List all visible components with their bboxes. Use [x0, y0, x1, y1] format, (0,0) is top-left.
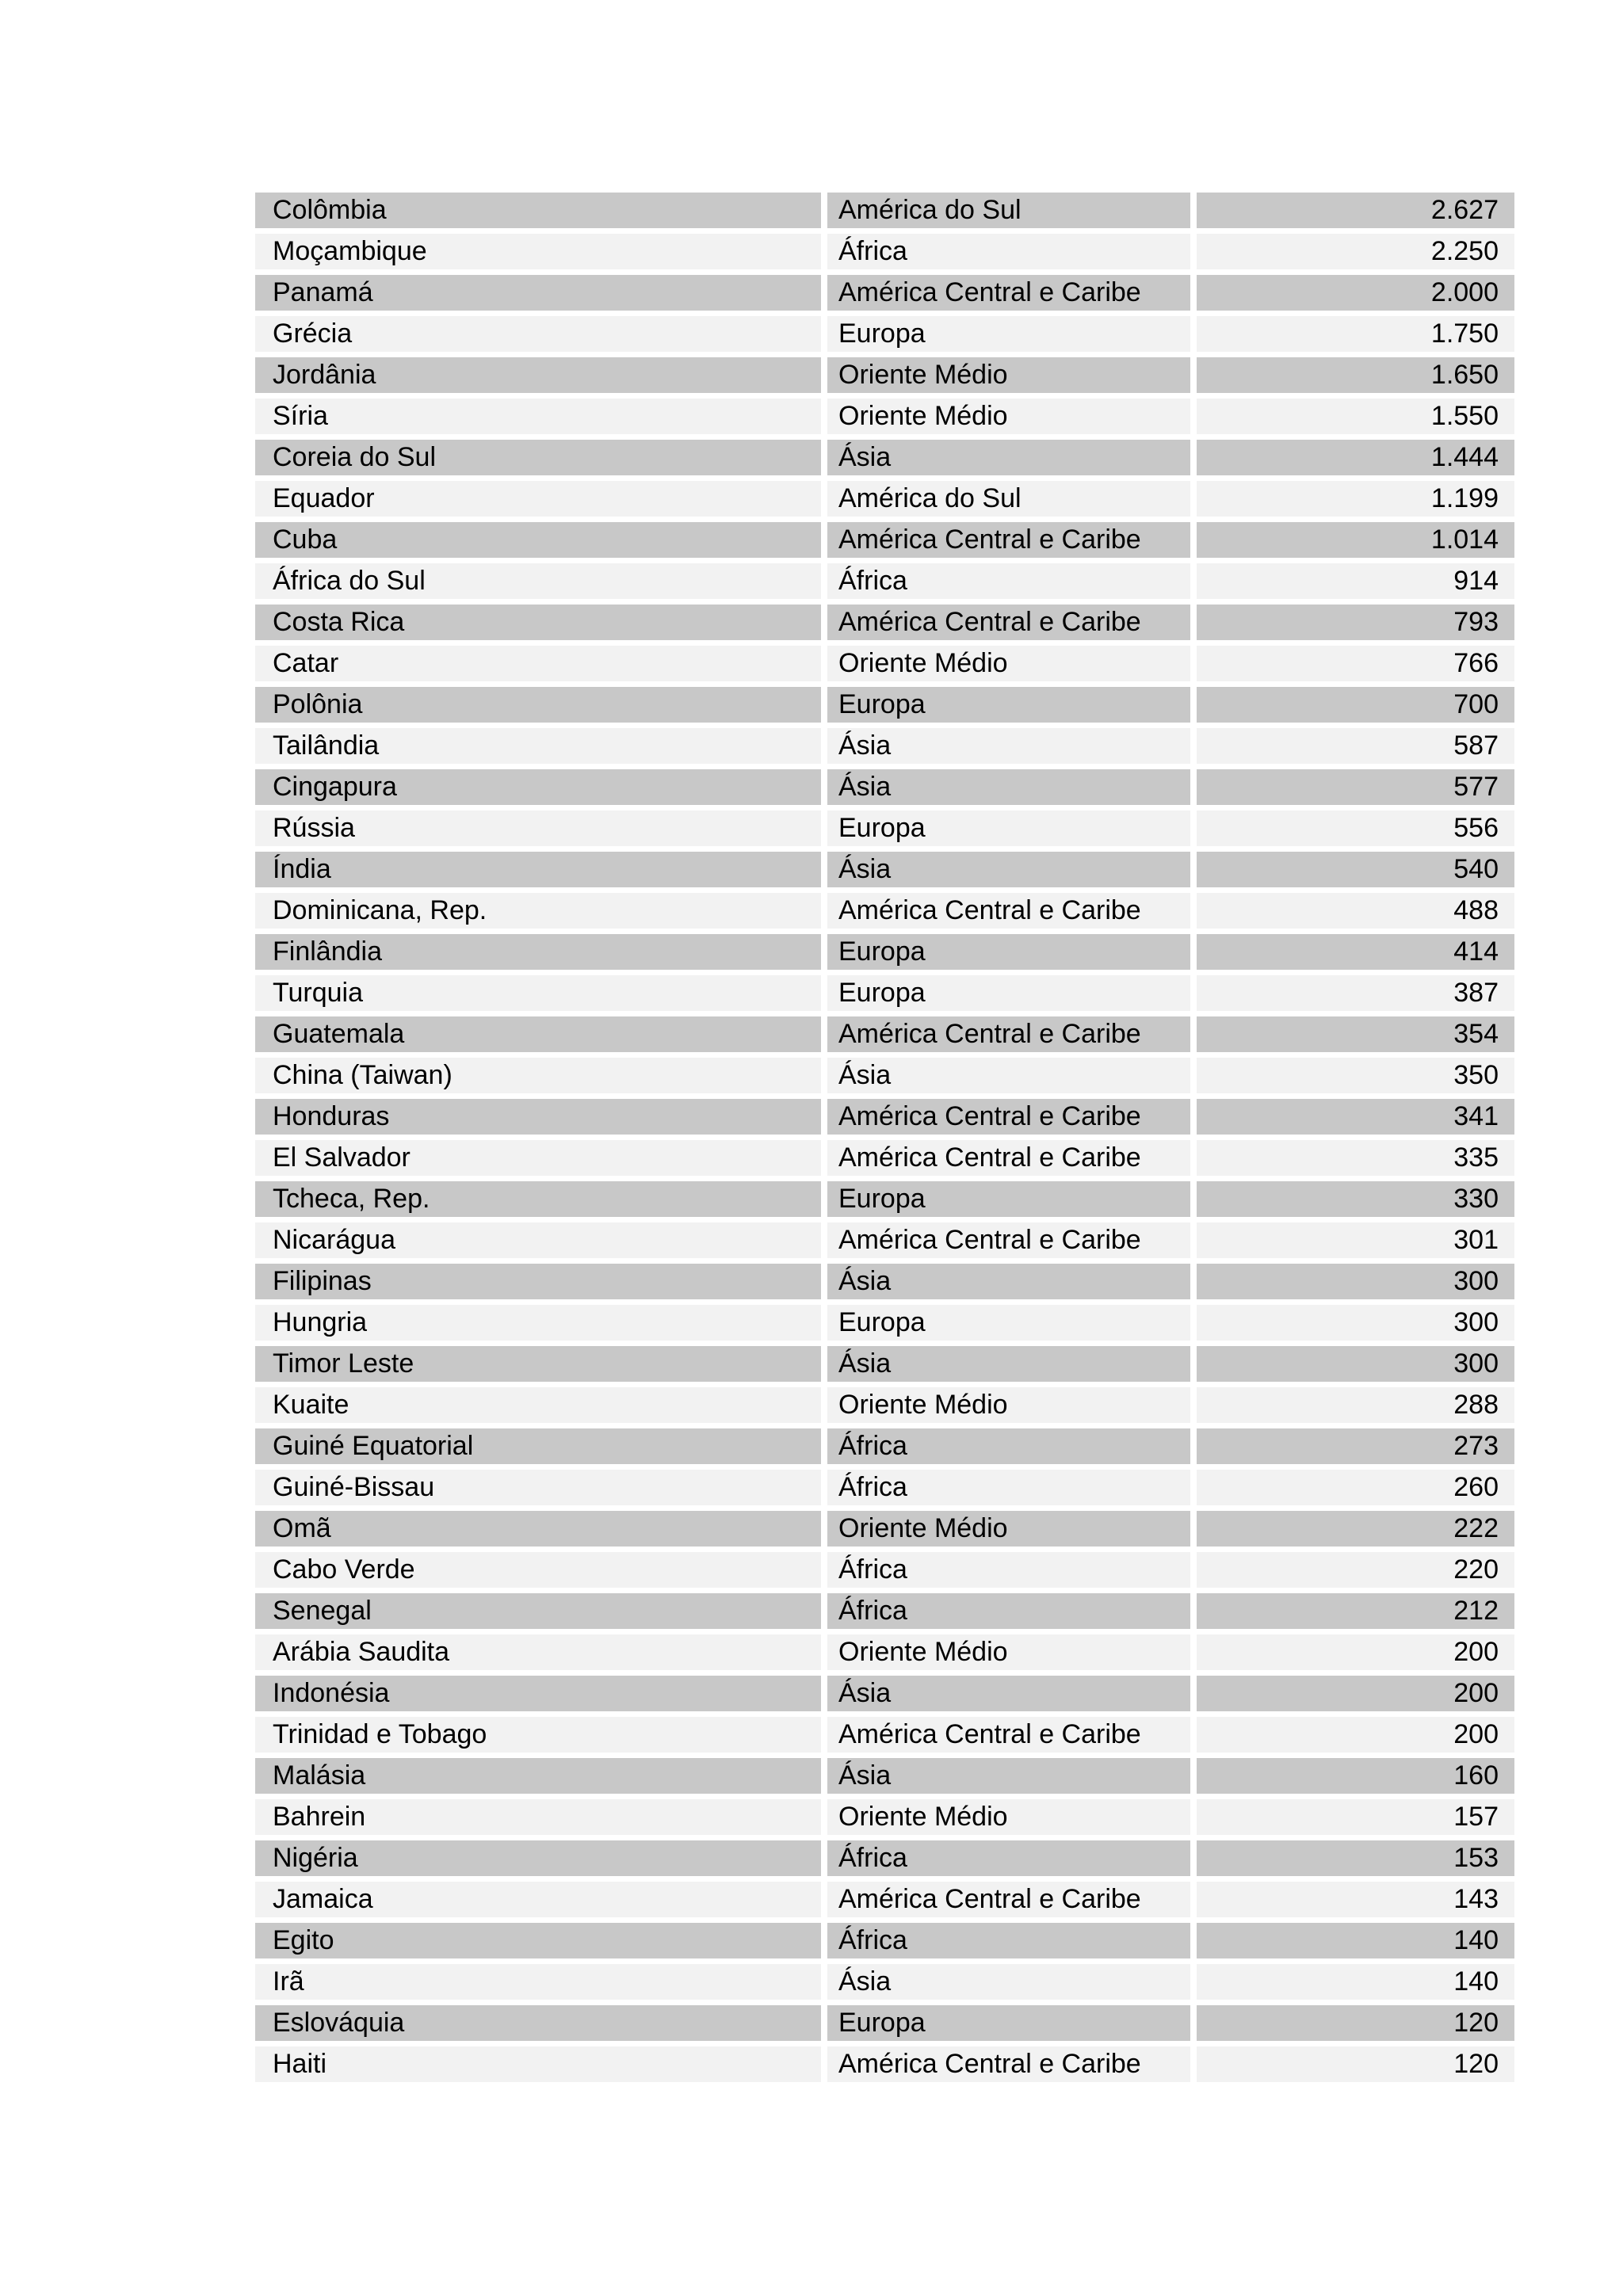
table-row: [255, 932, 1514, 973]
value-cell: 153: [1197, 1840, 1514, 1876]
value-cell: 1.444: [1197, 440, 1514, 475]
country-cell: Senegal: [255, 1593, 821, 1629]
country-cell: Arábia Saudita: [255, 1634, 821, 1670]
region-cell: Ásia: [827, 1758, 1190, 1794]
value-cell: 200: [1197, 1634, 1514, 1670]
value-cell: 220: [1197, 1552, 1514, 1588]
table-row: [255, 1508, 1514, 1550]
value-cell: 556: [1197, 810, 1514, 846]
value-cell: 273: [1197, 1428, 1514, 1464]
value-cell: 157: [1197, 1799, 1514, 1835]
table-row: [255, 1632, 1514, 1673]
region-cell: África: [827, 1552, 1190, 1588]
country-cell: Kuaite: [255, 1387, 821, 1423]
region-cell: Europa: [827, 934, 1190, 970]
country-cell: Finlândia: [255, 934, 821, 970]
table-row: [255, 2003, 1514, 2044]
table-row: [255, 643, 1514, 685]
region-cell: América Central e Caribe: [827, 1717, 1190, 1753]
value-cell: 387: [1197, 975, 1514, 1011]
country-cell: Hungria: [255, 1305, 821, 1341]
region-cell: Ásia: [827, 728, 1190, 764]
value-cell: 143: [1197, 1882, 1514, 1917]
country-cell: Filipinas: [255, 1264, 821, 1299]
value-cell: 1.650: [1197, 357, 1514, 393]
value-cell: 120: [1197, 2005, 1514, 2041]
table-row: [255, 1673, 1514, 1714]
table-row: [255, 1920, 1514, 1962]
country-cell: Honduras: [255, 1099, 821, 1135]
country-cell: El Salvador: [255, 1140, 821, 1176]
country-cell: Dominicana, Rep.: [255, 893, 821, 929]
value-cell: 766: [1197, 646, 1514, 681]
table-row: [255, 1344, 1514, 1385]
country-cell: Panamá: [255, 275, 821, 311]
country-cell: Coreia do Sul: [255, 440, 821, 475]
region-cell: Europa: [827, 1181, 1190, 1217]
region-cell: América Central e Caribe: [827, 893, 1190, 929]
value-cell: 1.014: [1197, 522, 1514, 558]
region-cell: Ásia: [827, 1346, 1190, 1382]
value-cell: 1.750: [1197, 316, 1514, 352]
table-row: [255, 1838, 1514, 1879]
region-cell: Oriente Médio: [827, 357, 1190, 393]
table-row: [255, 1261, 1514, 1302]
value-cell: 350: [1197, 1058, 1514, 1093]
table-row: [255, 1426, 1514, 1467]
region-cell: África: [827, 1923, 1190, 1958]
country-cell: Cabo Verde: [255, 1552, 821, 1588]
region-cell: África: [827, 1840, 1190, 1876]
table-row: [255, 973, 1514, 1014]
country-cell: Indonésia: [255, 1676, 821, 1711]
table-row: [255, 1797, 1514, 1838]
country-cell: Eslováquia: [255, 2005, 821, 2041]
table-row: [255, 273, 1514, 314]
table-row: [255, 396, 1514, 437]
value-cell: 341: [1197, 1099, 1514, 1135]
table-row: [255, 1302, 1514, 1344]
value-cell: 2.250: [1197, 234, 1514, 269]
country-cell: Polônia: [255, 687, 821, 723]
country-cell: Jordânia: [255, 357, 821, 393]
table-row: [255, 767, 1514, 808]
country-cell: África do Sul: [255, 563, 821, 599]
country-cell: Guiné Equatorial: [255, 1428, 821, 1464]
region-cell: América Central e Caribe: [827, 1140, 1190, 1176]
region-cell: Ásia: [827, 852, 1190, 887]
value-cell: 577: [1197, 769, 1514, 805]
value-cell: 335: [1197, 1140, 1514, 1176]
region-cell: América do Sul: [827, 193, 1190, 228]
region-cell: América Central e Caribe: [827, 605, 1190, 640]
region-cell: África: [827, 1428, 1190, 1464]
value-cell: 354: [1197, 1016, 1514, 1052]
value-cell: 288: [1197, 1387, 1514, 1423]
country-cell: Catar: [255, 646, 821, 681]
country-cell: Trinidad e Tobago: [255, 1717, 821, 1753]
table-row: [255, 1467, 1514, 1508]
value-cell: 222: [1197, 1511, 1514, 1547]
country-cell: Turquia: [255, 975, 821, 1011]
value-cell: 914: [1197, 563, 1514, 599]
value-cell: 1.199: [1197, 481, 1514, 517]
country-cell: Moçambique: [255, 234, 821, 269]
table-row: [255, 1138, 1514, 1179]
table-row: [255, 355, 1514, 396]
value-cell: 330: [1197, 1181, 1514, 1217]
country-cell: Nicarágua: [255, 1222, 821, 1258]
value-cell: 300: [1197, 1264, 1514, 1299]
country-cell: Malásia: [255, 1758, 821, 1794]
region-cell: Europa: [827, 810, 1190, 846]
country-cell: Tailândia: [255, 728, 821, 764]
value-cell: 200: [1197, 1676, 1514, 1711]
table-row: [255, 1714, 1514, 1756]
table-row: [255, 891, 1514, 932]
value-cell: 140: [1197, 1923, 1514, 1958]
table-row: [255, 1879, 1514, 1920]
region-cell: Ásia: [827, 1964, 1190, 2000]
table-row: [255, 314, 1514, 355]
country-cell: Tcheca, Rep.: [255, 1181, 821, 1217]
table-row: [255, 190, 1514, 231]
table-row: [255, 849, 1514, 891]
table-row: [255, 1014, 1514, 1055]
value-cell: 587: [1197, 728, 1514, 764]
country-cell: Cuba: [255, 522, 821, 558]
region-cell: Oriente Médio: [827, 1511, 1190, 1547]
country-cell: Índia: [255, 852, 821, 887]
table-row: [255, 1179, 1514, 1220]
region-cell: Ásia: [827, 769, 1190, 805]
country-cell: Bahrein: [255, 1799, 821, 1835]
region-cell: América do Sul: [827, 481, 1190, 517]
value-cell: 1.550: [1197, 399, 1514, 434]
table-row: [255, 520, 1514, 561]
table-row: [255, 231, 1514, 273]
country-cell: Grécia: [255, 316, 821, 352]
table-row: [255, 1097, 1514, 1138]
country-cell: Síria: [255, 399, 821, 434]
value-cell: 700: [1197, 687, 1514, 723]
region-cell: Oriente Médio: [827, 399, 1190, 434]
region-cell: África: [827, 563, 1190, 599]
country-cell: Timor Leste: [255, 1346, 821, 1382]
value-cell: 793: [1197, 605, 1514, 640]
value-cell: 414: [1197, 934, 1514, 970]
region-cell: Ásia: [827, 440, 1190, 475]
value-cell: 2.000: [1197, 275, 1514, 311]
country-cell: Cingapura: [255, 769, 821, 805]
table-row: [255, 561, 1514, 602]
region-cell: Ásia: [827, 1058, 1190, 1093]
region-cell: América Central e Caribe: [827, 1882, 1190, 1917]
region-cell: Oriente Médio: [827, 1799, 1190, 1835]
country-cell: Irã: [255, 1964, 821, 2000]
value-cell: 488: [1197, 893, 1514, 929]
table-row: [255, 685, 1514, 726]
value-cell: 200: [1197, 1717, 1514, 1753]
table-row: [255, 1962, 1514, 2003]
region-cell: Europa: [827, 316, 1190, 352]
region-cell: Oriente Médio: [827, 646, 1190, 681]
country-cell: Guiné-Bissau: [255, 1470, 821, 1505]
table-row: [255, 1550, 1514, 1591]
table-row: [255, 602, 1514, 643]
value-cell: 140: [1197, 1964, 1514, 2000]
region-cell: Ásia: [827, 1264, 1190, 1299]
region-cell: África: [827, 234, 1190, 269]
value-cell: 301: [1197, 1222, 1514, 1258]
region-cell: Europa: [827, 2005, 1190, 2041]
country-cell: Omã: [255, 1511, 821, 1547]
table-row: [255, 1055, 1514, 1097]
country-cell: Costa Rica: [255, 605, 821, 640]
country-cell: Equador: [255, 481, 821, 517]
value-cell: 260: [1197, 1470, 1514, 1505]
region-cell: América Central e Caribe: [827, 275, 1190, 311]
value-cell: 540: [1197, 852, 1514, 887]
table-row: [255, 437, 1514, 479]
region-cell: África: [827, 1593, 1190, 1629]
data-table: [255, 190, 1514, 2085]
country-cell: Guatemala: [255, 1016, 821, 1052]
value-cell: 300: [1197, 1305, 1514, 1341]
country-cell: Haiti: [255, 2046, 821, 2082]
region-cell: Europa: [827, 687, 1190, 723]
value-cell: 120: [1197, 2046, 1514, 2082]
country-cell: Egito: [255, 1923, 821, 1958]
region-cell: América Central e Caribe: [827, 1222, 1190, 1258]
region-cell: Oriente Médio: [827, 1634, 1190, 1670]
region-cell: Ásia: [827, 1676, 1190, 1711]
value-cell: 212: [1197, 1593, 1514, 1629]
value-cell: 2.627: [1197, 193, 1514, 228]
table-row: [255, 1591, 1514, 1632]
region-cell: Europa: [827, 1305, 1190, 1341]
region-cell: América Central e Caribe: [827, 1099, 1190, 1135]
value-cell: 300: [1197, 1346, 1514, 1382]
region-cell: África: [827, 1470, 1190, 1505]
region-cell: Oriente Médio: [827, 1387, 1190, 1423]
value-cell: 160: [1197, 1758, 1514, 1794]
country-cell: Nigéria: [255, 1840, 821, 1876]
country-cell: Rússia: [255, 810, 821, 846]
table-row: [255, 808, 1514, 849]
table-row: [255, 479, 1514, 520]
region-cell: América Central e Caribe: [827, 2046, 1190, 2082]
table-row: [255, 1756, 1514, 1797]
country-cell: China (Taiwan): [255, 1058, 821, 1093]
region-cell: América Central e Caribe: [827, 1016, 1190, 1052]
table-row: [255, 1220, 1514, 1261]
region-cell: América Central e Caribe: [827, 522, 1190, 558]
table-row: [255, 1385, 1514, 1426]
table-row: [255, 726, 1514, 767]
table-row: [255, 2044, 1514, 2085]
country-cell: Jamaica: [255, 1882, 821, 1917]
region-cell: Europa: [827, 975, 1190, 1011]
country-cell: Colômbia: [255, 193, 821, 228]
